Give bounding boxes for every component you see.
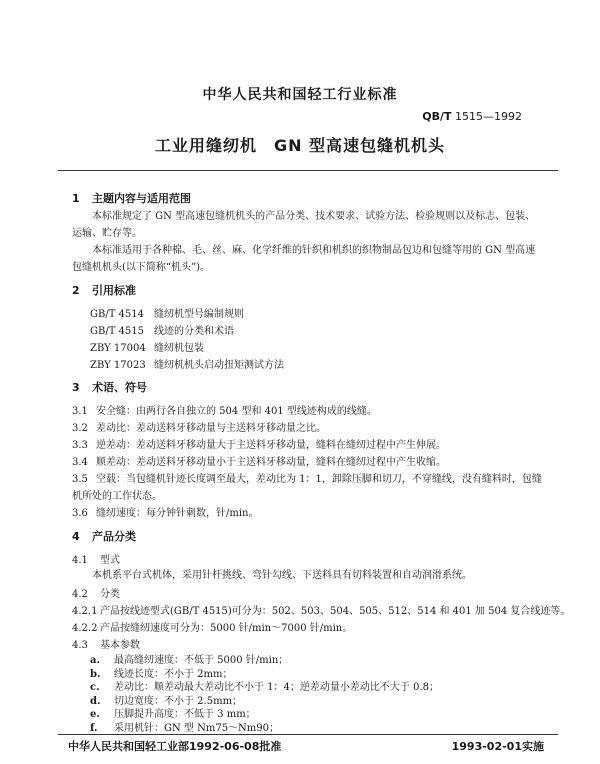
- clause-number: 4.2.1: [72, 606, 98, 617]
- term-text: 顺差动：差动送料牙移动量小于主送料牙移动量，缝料在缝纫过程中产生收缩。: [96, 457, 446, 468]
- subsection-4-3-heading: [72, 636, 140, 651]
- section-2-title: 引用标准: [92, 284, 136, 297]
- approval-statement: 中华人民共和国轻工业部1992-06-08批准: [68, 740, 282, 753]
- reference-item: [90, 339, 204, 354]
- section-1-title: 主题内容与适用范围: [92, 192, 191, 205]
- term-item: [72, 436, 446, 451]
- section-2-heading: [72, 282, 136, 298]
- parameter-text: 最高缝纫速度：不低于 5000 针/min；: [114, 655, 289, 666]
- subsection-number: 4.2: [72, 589, 88, 600]
- parameter-item: [90, 719, 279, 734]
- section-1-p1-line2: 运输、贮存等。: [72, 228, 142, 239]
- term-number: 3.6: [72, 508, 88, 519]
- reference-code: ZBY 17023: [90, 360, 146, 371]
- clause-text: 产品按线迹型式(GB/T 4515)可分为：502、503、504、505、512、514 和 401 加 504 复合线迹等。: [100, 606, 571, 617]
- parameter-letter: c.: [90, 682, 100, 693]
- term-number: 3.2: [72, 423, 88, 434]
- parameter-text: 差动比：顺差动最大差动比不小于 1：4；逆差动量小差动比不大于 0.8；: [114, 682, 439, 693]
- term-text: 安全缝：由两行各自独立的 504 型和 401 型线迹构成的线缝。: [96, 406, 377, 417]
- reference-name: 缝纫机包装: [154, 343, 204, 354]
- section-3-number: 3: [72, 381, 80, 394]
- section-3-heading: [72, 379, 147, 395]
- section-4-number: 4: [72, 530, 80, 543]
- term-text: 机所处的工作状态。: [72, 491, 162, 502]
- parameter-letter: b.: [90, 668, 101, 680]
- term-number: 3.1: [72, 406, 88, 417]
- term-item: [72, 419, 326, 434]
- parameter-text: 采用机针：GN 型 Nm75～Nm90；: [114, 722, 280, 734]
- header-divider: [58, 170, 558, 171]
- section-1-number: 1: [72, 192, 80, 205]
- term-text: 差动比：差动送料牙移动量与主送料牙移动量之比。: [96, 423, 326, 434]
- subsection-4-2-heading: [72, 585, 120, 600]
- section-1-heading: [72, 190, 191, 206]
- reference-name: 缝纫机机头启动扭矩测试方法: [154, 360, 284, 371]
- clause-text: 产品按缝纫速度可分为：5000 针/min～7000 针/min。: [100, 623, 353, 634]
- clause-4-2-2: [72, 619, 352, 634]
- issuing-organization: 中华人民共和国轻工行业标准: [202, 87, 398, 103]
- term-number: 3.3: [72, 440, 88, 451]
- parameter-text: 切边宽度：不小于 2.5mm；: [114, 695, 243, 707]
- clause-number: 4.2.2: [72, 623, 98, 634]
- footer-divider: [58, 734, 558, 735]
- subsection-number: 4.3: [72, 640, 88, 651]
- term-text: 空载：当包缝机针迹长度调至最大，差动比为 1：1，卸除压脚和切刀，不穿缝线，没有缝料时，包缝: [96, 474, 542, 485]
- term-number: 3.5: [72, 474, 88, 485]
- term-item: [72, 504, 259, 519]
- reference-name: 线迹的分类和术语: [154, 326, 234, 337]
- standard-code-prefix: QB/T: [422, 110, 452, 123]
- standard-code-number: 1515—1992: [455, 110, 522, 123]
- parameter-text: 压脚提升高度：不低于 3 mm；: [114, 709, 256, 720]
- section-1-p2-line2: 包缝机机头(以下简称“机头”)。: [72, 262, 211, 273]
- reference-code: GB/T 4514: [90, 309, 145, 320]
- parameter-letter: f.: [90, 722, 98, 734]
- standard-code: [422, 110, 522, 123]
- term-number: 3.4: [72, 457, 88, 468]
- parameter-letter: d.: [90, 695, 101, 707]
- term-text: 逆差动：差动送料牙移动量大于主送料牙移动量，缝料在缝纫过程中产生伸展。: [96, 440, 446, 451]
- subsection-title: 型式: [100, 555, 120, 566]
- term-item: [72, 470, 542, 485]
- parameter-text: 线迹长度：不小于 2mm；: [114, 668, 233, 680]
- section-2-number: 2: [72, 284, 80, 297]
- reference-item: [90, 322, 234, 337]
- section-1-p2-line1: 本标准适用于各种棉、毛、丝、麻、化学纤维的针织和机织的织物制品包边和包缝等用的 GN 型高速: [92, 245, 536, 256]
- subsection-title: 基本参数: [100, 640, 140, 651]
- section-1-p1-line1: 本标准规定了 GN 型高速包缝机机头的产品分类、技术要求、试验方法、检验规则以及标志、包装、: [92, 211, 536, 222]
- reference-item: [90, 305, 244, 320]
- subsection-4-1-text: 本机系平台式机体，采用针杆挑线、弯针勾线、下送料具有切料装置和自动润滑系统。: [92, 570, 472, 581]
- term-item-continued: [72, 487, 162, 502]
- term-item: [72, 453, 446, 468]
- section-3-title: 术语、符号: [92, 381, 147, 394]
- subsection-title: 分类: [100, 589, 120, 600]
- term-item: [72, 402, 377, 417]
- term-text: 缝纫速度：每分钟针刺数，针/min。: [96, 508, 259, 519]
- reference-name: 缝纫机型号编制规则: [154, 309, 244, 320]
- section-4-title: 产品分类: [92, 530, 136, 543]
- reference-code: ZBY 17004: [90, 343, 146, 354]
- subsection-4-1-heading: [72, 551, 120, 566]
- subsection-number: 4.1: [72, 555, 88, 566]
- clause-4-2-1: [72, 602, 570, 617]
- document-title: 工业用缝纫机 GN 型高速包缝机机头: [154, 136, 446, 155]
- section-4-heading: [72, 528, 136, 544]
- parameter-letter: a.: [90, 655, 100, 666]
- reference-code: GB/T 4515: [90, 326, 145, 337]
- parameter-letter: e.: [90, 709, 100, 720]
- implementation-date: 1993-02-01实施: [451, 740, 544, 753]
- reference-item: [90, 356, 284, 371]
